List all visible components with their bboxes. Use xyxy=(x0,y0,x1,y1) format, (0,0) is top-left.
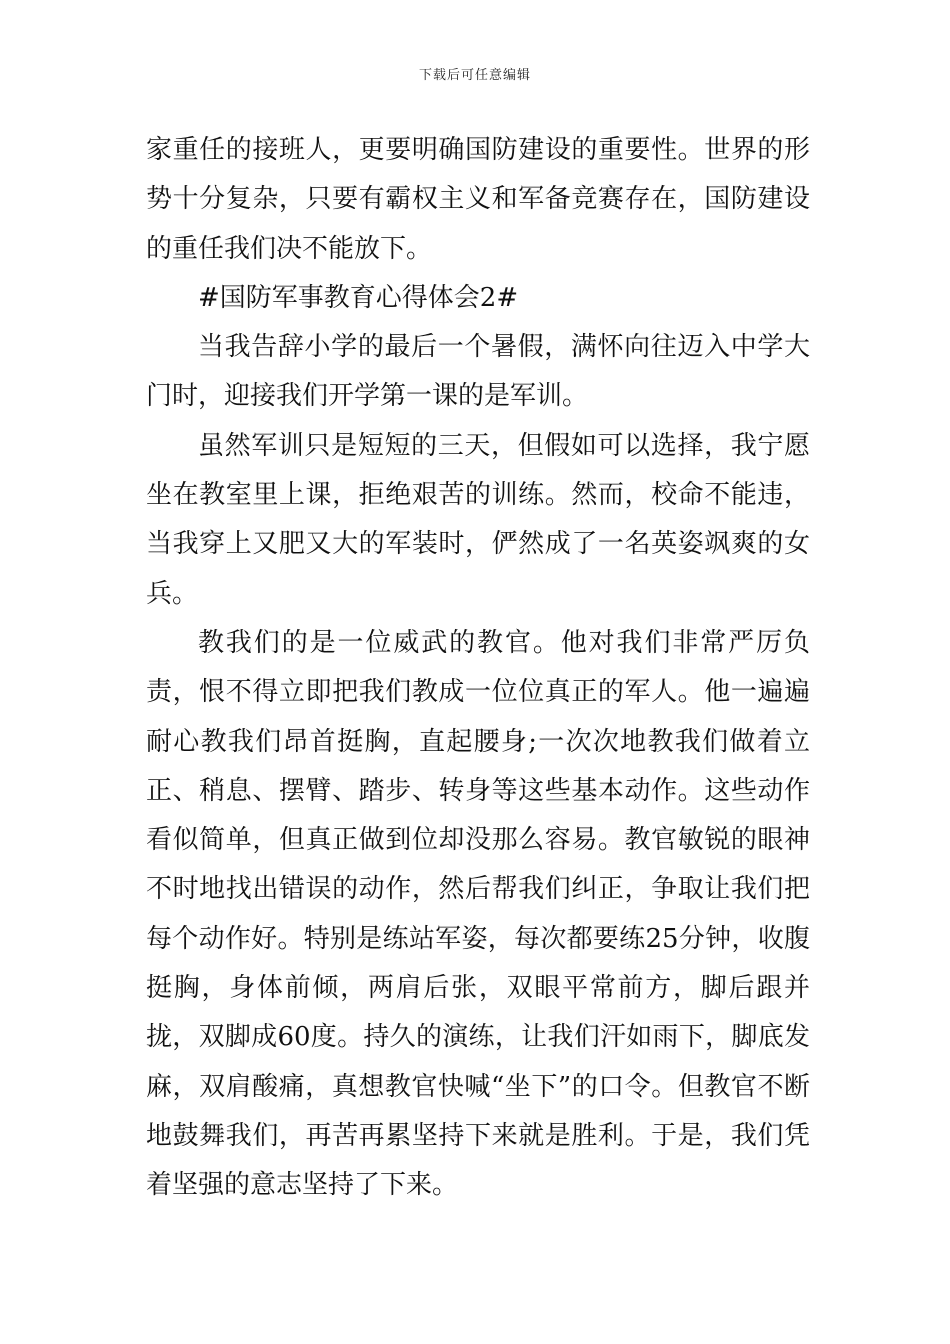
paragraph: 当我告辞小学的最后一个暑假，满怀向往迈入中学大门时，迎接我们开学第一课的是军训。 xyxy=(146,332,810,412)
paragraph-continuation: 家重任的接班人，更要明确国防建设的重要性。世界的形势十分复杂，只要有霸权主义和军备竞赛存在，国防建设的重任我们决不能放下。 xyxy=(146,135,810,264)
paragraph: 虽然军训只是短短的三天，但假如可以选择，我宁愿坐在教室里上课，拒绝艰苦的训练。然而，校命不能违，当我穿上又肥又大的军装时，俨然成了一名英姿飒爽的女兵。 xyxy=(146,430,810,609)
document-body xyxy=(146,126,810,1211)
page-header: 下载后可任意编辑 xyxy=(418,68,531,83)
section-heading: #国防军事教育心得体会2# xyxy=(198,282,519,313)
paragraph: 教我们的是一位威武的教官。他对我们非常严厉负责，恨不得立即把我们教成一位位真正的军人。他一遍遍耐心教我们昂首挺胸，直起腰身;一次次地教我们做着立正、稍息、摆臂、踏步、转身等这些基本动作。这些动作看似简单，但真正做到位却没那么容易。教官敏锐的眼神不时地找出错误的动作，然后帮我们纠正，争取让我们把每个动作好。特别是练站军姿，每次都要练25分钟，收腹挺胸，身体前倾，两肩后张，双眼平常前方，脚后跟并拢，双脚成60度。持久的演练，让我们汗如雨下，脚底发麻，双肩酸痛，真想教官快喊“坐下”的口令。但教官不断地鼓舞我们，再苦再累坚持下来就是胜利。于是，我们凭着坚强的意志坚持了下来。 xyxy=(146,627,810,1201)
